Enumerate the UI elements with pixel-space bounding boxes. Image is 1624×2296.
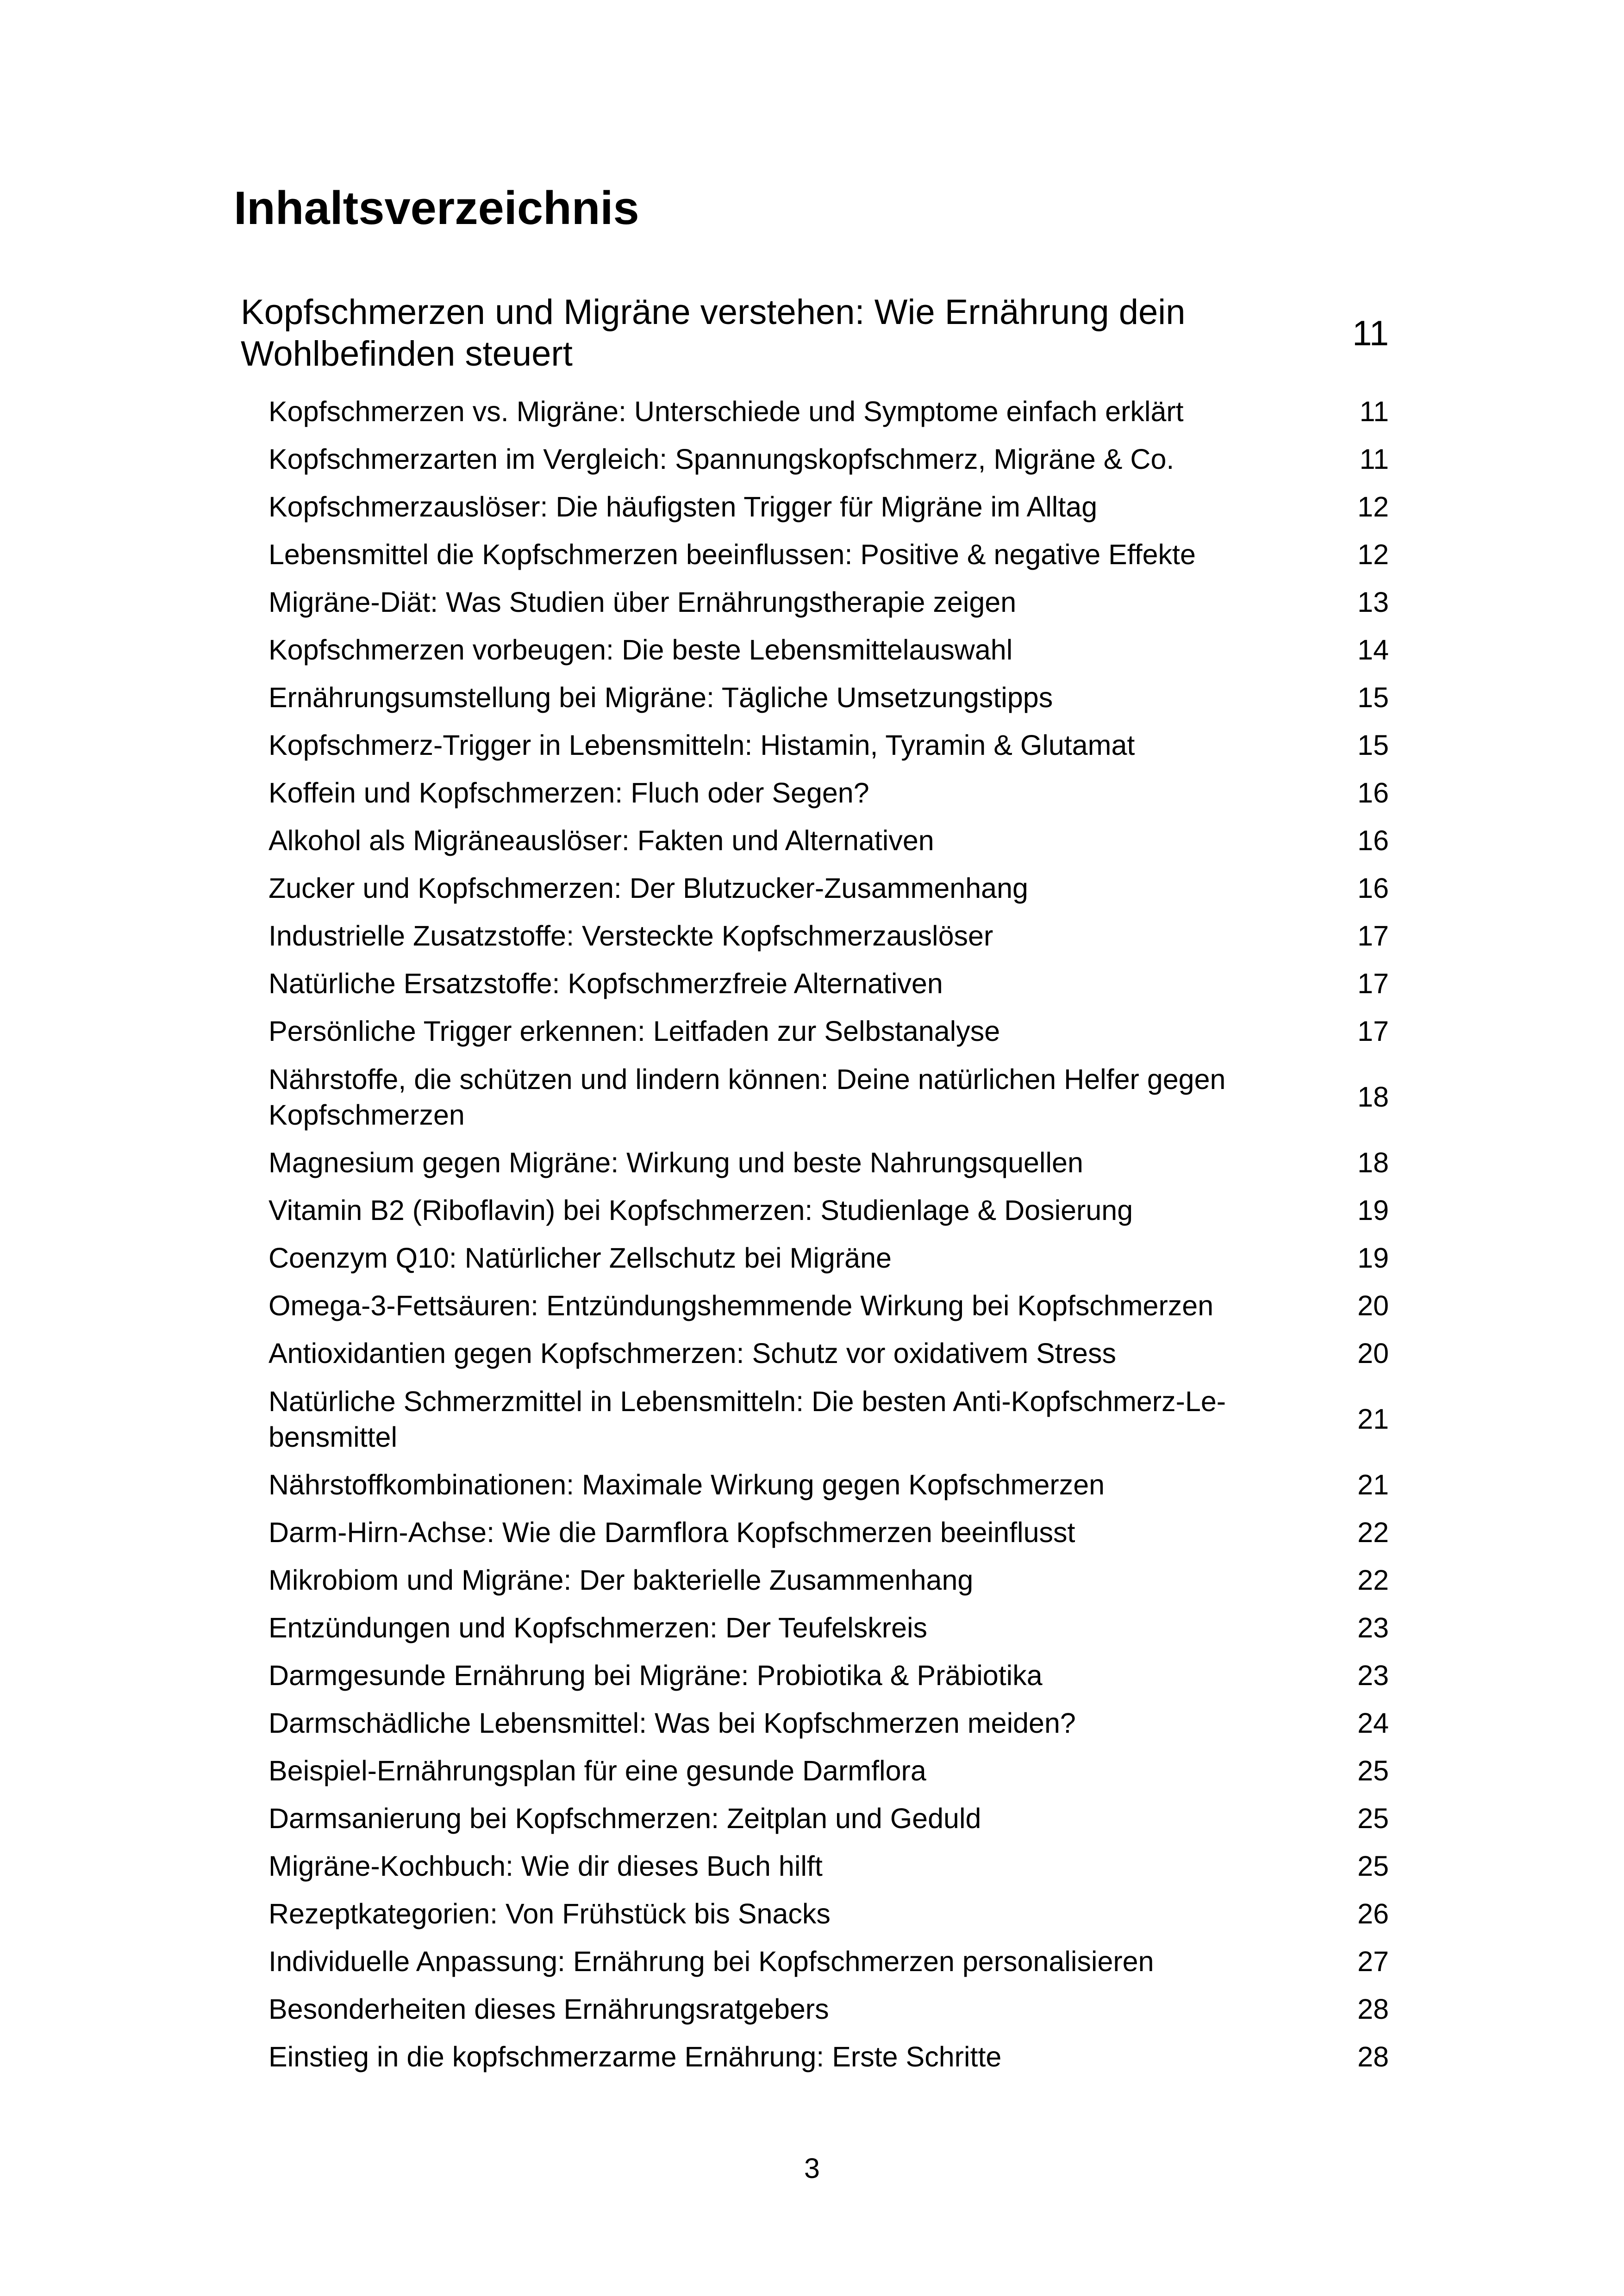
- toc-entry-title: Einstieg in die kopfschmerzarme Ernährung: Erste Schritte: [269, 2041, 1002, 2072]
- toc-entry-title: Nährstoffkombinationen: Maximale Wirkung gegen Kopfschmerzen: [269, 1469, 1105, 1500]
- toc-entry-page: 25: [1357, 1850, 1389, 1882]
- toc-entry-page: 17: [1357, 1015, 1389, 1047]
- toc-entry-page: 16: [1357, 872, 1389, 904]
- toc-entry-page: 17: [1357, 920, 1389, 952]
- toc-entry[interactable]: [269, 769, 1389, 817]
- toc-entry[interactable]: [269, 388, 1389, 436]
- toc-entry-title: Darm-Hirn-Achse: Wie die Darmflora Kopfschmerzen beeinflusst: [269, 1517, 1075, 1548]
- page-number: 3: [804, 2153, 820, 2184]
- toc-entry-title: Natürliche Schmerzmittel in Lebensmitteln: Die besten Anti-Kopfschmerz-Le-bensmittel: [269, 1385, 1226, 1453]
- toc-entry[interactable]: [269, 1377, 1389, 1461]
- toc-entry[interactable]: [269, 1055, 1389, 1139]
- toc-entry-title: Migräne-Diät: Was Studien über Ernährungstherapie zeigen: [269, 586, 1017, 618]
- toc-entry[interactable]: [269, 1938, 1389, 1985]
- toc-entry-title: Antioxidantien gegen Kopfschmerzen: Schutz vor oxidativem Stress: [269, 1338, 1116, 1369]
- toc-entry-page: 25: [1357, 1755, 1389, 1786]
- toc-entry-page: 12: [1357, 491, 1389, 523]
- toc-entry-page: 12: [1357, 539, 1389, 570]
- toc-entry[interactable]: [269, 1604, 1389, 1652]
- toc-entry-title: Individuelle Anpassung: Ernährung bei Kopfschmerzen personalisieren: [269, 1946, 1154, 1977]
- toc-entry[interactable]: [269, 1556, 1389, 1604]
- toc-entry[interactable]: [269, 1890, 1389, 1938]
- toc-entry-page: 19: [1357, 1195, 1389, 1226]
- toc-entry[interactable]: [269, 722, 1389, 769]
- toc-entry-page: 20: [1357, 1338, 1389, 1369]
- toc-entry-title: Besonderheiten dieses Ernährungsratgebers: [269, 1993, 829, 2025]
- toc-entry-page: 11: [1359, 443, 1389, 475]
- toc-entry-page: 22: [1357, 1517, 1389, 1548]
- toc-entry[interactable]: [269, 960, 1389, 1008]
- toc-entry-title: Kopfschmerz-Trigger in Lebensmitteln: Histamin, Tyramin & Glutamat: [269, 729, 1135, 761]
- toc-entry-page: 11: [1359, 396, 1389, 427]
- toc-entry[interactable]: [269, 531, 1389, 579]
- toc-entry[interactable]: [269, 1747, 1389, 1795]
- toc-entry-title: Alkohol als Migräneauslöser: Fakten und Alternativen: [269, 825, 934, 856]
- toc-entry-title: Zucker und Kopfschmerzen: Der Blutzucker-Zusammenhang: [269, 872, 1028, 904]
- toc-entry-page: 26: [1357, 1898, 1389, 1929]
- toc-entry-title: Beispiel-Ernährungsplan für eine gesunde Darmflora: [269, 1755, 926, 1786]
- toc-entry-page: 16: [1357, 825, 1389, 856]
- toc-entry-page: 15: [1357, 682, 1389, 713]
- toc-entry-page: 24: [1357, 1707, 1389, 1739]
- toc-entry-page: 28: [1357, 2041, 1389, 2072]
- toc-entry-page: 20: [1357, 1290, 1389, 1321]
- toc-entry-title: Migräne-Kochbuch: Wie dir dieses Buch hilft: [269, 1850, 823, 1882]
- table-of-contents: [241, 292, 1389, 2081]
- toc-entry[interactable]: [269, 912, 1389, 960]
- toc-entry-page: 13: [1357, 586, 1389, 618]
- toc-entry-page: 25: [1357, 1803, 1389, 1834]
- toc-entry-title: Darmsanierung bei Kopfschmerzen: Zeitplan und Geduld: [269, 1803, 981, 1834]
- toc-main-entry-page: 11: [1352, 313, 1389, 353]
- toc-entry-page: 27: [1357, 1946, 1389, 1977]
- toc-entry-title: Persönliche Trigger erkennen: Leitfaden zur Selbstanalyse: [269, 1015, 1000, 1047]
- toc-entry-title: Omega-3-Fettsäuren: Entzündungshemmende Wirkung bei Kopfschmerzen: [269, 1290, 1214, 1321]
- toc-entry[interactable]: [269, 626, 1389, 674]
- toc-entry[interactable]: [269, 817, 1389, 865]
- toc-entry-title: Entzündungen und Kopfschmerzen: Der Teufelskreis: [269, 1612, 928, 1643]
- toc-entry[interactable]: [269, 483, 1389, 531]
- toc-entry-page: 23: [1357, 1660, 1389, 1691]
- toc-entry-page: 16: [1357, 777, 1389, 809]
- toc-entry[interactable]: [269, 2033, 1389, 2081]
- page-title: Inhaltsverzeichnis: [234, 182, 639, 234]
- toc-entry-page: 18: [1357, 1147, 1389, 1178]
- toc-entry[interactable]: [269, 1282, 1389, 1330]
- toc-entry-title: Darmschädliche Lebensmittel: Was bei Kopfschmerzen meiden?: [269, 1707, 1076, 1739]
- toc-entry-title: Ernährungsumstellung bei Migräne: Tägliche Umsetzungstipps: [269, 682, 1053, 713]
- toc-entry-title: Coenzym Q10: Natürlicher Zellschutz bei Migräne: [269, 1242, 892, 1274]
- toc-entry[interactable]: [269, 1985, 1389, 2033]
- toc-entry-title: Kopfschmerzen vs. Migräne: Unterschiede und Symptome einfach erklärt: [269, 396, 1184, 427]
- toc-entry[interactable]: [269, 436, 1389, 483]
- toc-entry-list: [241, 388, 1389, 2081]
- toc-entry[interactable]: [269, 1652, 1389, 1699]
- toc-entry[interactable]: [269, 674, 1389, 722]
- toc-entry-title: Darmgesunde Ernährung bei Migräne: Probiotika & Präbiotika: [269, 1660, 1043, 1691]
- toc-entry-page: 19: [1357, 1242, 1389, 1274]
- toc-entry-title: Nährstoffe, die schützen und lindern können: Deine natürlichen Helfer gegen Kopfschmerzen: [269, 1063, 1226, 1131]
- toc-entry-title: Magnesium gegen Migräne: Wirkung und beste Nahrungsquellen: [269, 1147, 1083, 1178]
- toc-main-entry[interactable]: [241, 292, 1389, 375]
- toc-entry[interactable]: [269, 1461, 1389, 1509]
- toc-entry-title: Kopfschmerzen vorbeugen: Die beste Lebensmittelauswahl: [269, 634, 1013, 666]
- toc-entry[interactable]: [269, 1509, 1389, 1556]
- toc-entry-title: Industrielle Zusatzstoffe: Versteckte Kopfschmerzauslöser: [269, 920, 993, 952]
- toc-entry[interactable]: [269, 1008, 1389, 1055]
- toc-entry-page: 23: [1357, 1612, 1389, 1643]
- toc-entry[interactable]: [269, 1234, 1389, 1282]
- toc-entry[interactable]: [269, 865, 1389, 912]
- toc-entry-title: Kopfschmerzarten im Vergleich: Spannungskopfschmerz, Migräne & Co.: [269, 443, 1174, 475]
- toc-entry[interactable]: [269, 1330, 1389, 1377]
- toc-entry-page: 21: [1357, 1469, 1389, 1500]
- toc-entry-page: 21: [1357, 1403, 1389, 1435]
- toc-entry-title: Vitamin B2 (Riboflavin) bei Kopfschmerzen: Studienlage & Dosierung: [269, 1195, 1133, 1226]
- toc-entry[interactable]: [269, 579, 1389, 626]
- toc-entry-page: 22: [1357, 1564, 1389, 1596]
- toc-entry-page: 15: [1357, 729, 1389, 761]
- toc-entry-page: 28: [1357, 1993, 1389, 2025]
- toc-entry[interactable]: [269, 1187, 1389, 1234]
- toc-entry-page: 17: [1357, 968, 1389, 999]
- toc-entry-title: Mikrobiom und Migräne: Der bakterielle Zusammenhang: [269, 1564, 974, 1596]
- toc-entry[interactable]: [269, 1842, 1389, 1890]
- toc-entry-page: 14: [1357, 634, 1389, 666]
- toc-entry-title: Kopfschmerzauslöser: Die häufigsten Trigger für Migräne im Alltag: [269, 491, 1098, 523]
- toc-entry[interactable]: [269, 1795, 1389, 1842]
- toc-entry[interactable]: [269, 1699, 1389, 1747]
- toc-main-entry-title: Kopfschmerzen und Migräne verstehen: Wie Ernährung dein Wohlbefinden steuert: [241, 292, 1186, 373]
- toc-entry-title: Koffein und Kopfschmerzen: Fluch oder Segen?: [269, 777, 869, 809]
- toc-entry-title: Lebensmittel die Kopfschmerzen beeinflussen: Positive & negative Effekte: [269, 539, 1196, 570]
- toc-entry-title: Rezeptkategorien: Von Frühstück bis Snacks: [269, 1898, 831, 1929]
- toc-entry-page: 18: [1357, 1081, 1389, 1113]
- toc-entry[interactable]: [269, 1139, 1389, 1187]
- toc-entry-title: Natürliche Ersatzstoffe: Kopfschmerzfreie Alternativen: [269, 968, 943, 999]
